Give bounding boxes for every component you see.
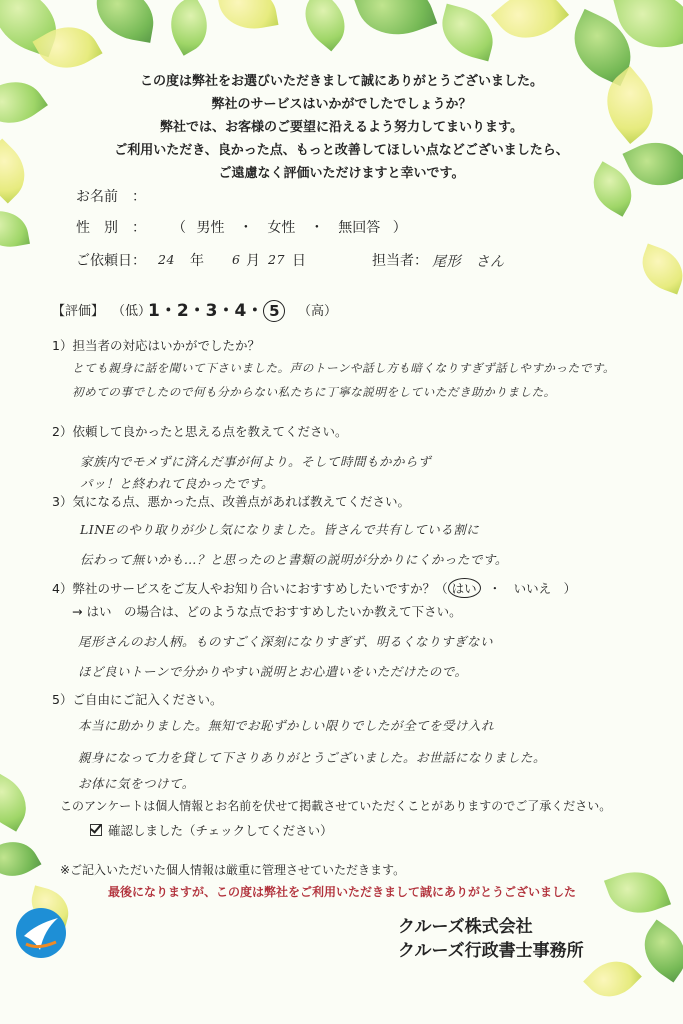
date-day: 27 [268,252,285,267]
name-label: お名前 ： [76,189,146,205]
question-3: 3）気になる点、悪かった点、改善点があれば教えてください。 [52,494,410,509]
recommend-no[interactable]: ・ いいえ ） [488,581,577,596]
staff-value: 尾形 さん [432,254,505,270]
answer-4-line-2: ほど良いトーンで分かりやすい説明とお心遣いをいただけたので。 [78,664,468,679]
answer-5-line-2: 親身になって力を貸して下さりありがとうございました。お世話になりました。 [78,750,547,765]
gender-dot-2: ・ [309,220,324,236]
answer-1-line-2: 初めての事でしたので何も分からない私たちに丁寧な説明をしていただき助かりました。 [72,385,556,399]
date-day-unit: 日 [292,253,306,269]
question-1: 1）担当者の対応はいかがでしたか？ [52,338,260,353]
answer-1-line-1: とても親身に話を聞いて下さいました。声のトーンや話し方も暗くなりすぎず話しやすかったです。 [72,361,616,375]
gender-option-female[interactable]: 女性 [267,220,296,236]
rating-selected[interactable]: 5 [263,300,285,322]
rating-low: （低） [112,304,152,319]
intro-line-1: この度は弊社をお選びいただきまして誠にありがとうございました。 [139,74,543,89]
answer-3-line-1: LINEのやり取りが少し気になりました。皆さんで共有している割に [80,522,480,537]
gender-open: （ [172,220,186,236]
recommend-yes[interactable]: はい [448,578,481,598]
rating-scale-values: 1・2・3・4・ [148,301,264,321]
confirm-row[interactable] [90,821,333,839]
company-name: クルーズ株式会社 [398,917,533,937]
question-4-followup: → はい の場合は、どのような点でおすすめしたいか教えて下さい。 [72,604,462,619]
answer-2-line-2: パッ！と終われて良かったです。 [80,476,275,491]
gender-option-male[interactable]: 男性 [196,220,225,236]
question-4-text: 4）弊社のサービスをご友人やお知り合いにおすすめしたいですか？（ [52,581,448,596]
company-logo [14,906,68,960]
answer-2-line-1: 家族内でモメずに済んだ事が何より。そして時間もかからず [80,454,432,469]
intro-line-2: 弊社のサービスはいかがでしたでしょうか？ [211,97,472,112]
staff-label: 担当者： [372,253,428,269]
publication-notice: このアンケートは個人情報とお名前を伏せて掲載させていただくことがありますのでご了承ください。 [60,799,612,813]
answer-4-line-1: 尾形さんのお人柄。ものすごく深刻になりすぎず、明るくなりすぎない [78,634,494,649]
confirm-checkbox[interactable] [90,824,102,836]
intro-line-4: ご利用いただき、良かった点、もっと改善してほしい点などございましたら、 [114,143,569,158]
question-2: 2）依頼して良かったと思える点を教えてください。 [52,424,348,439]
date-year-unit: 年 [190,253,204,269]
privacy-notice: ※ご記入いただいた個人情報は厳重に管理させていただきます。 [60,863,406,877]
answer-5-line-1: 本当に助かりました。無知でお恥ずかしい限りでしたが全てを受け入れ [78,718,495,733]
question-5: 5）ご自由にご記入ください。 [52,692,223,707]
rating-scale [148,296,285,322]
closing-message: 最後になりますが、この度は弊社をご利用いただきまして誠にありがとうございました [108,885,577,899]
date-month-unit: 月 [246,253,260,269]
confirm-label: 確認しました（チェックしてください） [108,823,333,838]
rating-label: 【評価】 [52,304,105,319]
date-month: 6 [232,252,241,267]
intro-line-5: ご遠慮なく評価いただけますと幸いです。 [218,166,465,181]
rating-high: （高） [298,304,338,319]
date-label: ご依頼日： [76,253,146,269]
answer-5-line-3: お体に気をつけて。 [78,776,195,791]
company-office: クルーズ行政書士事務所 [398,941,584,961]
date-year: 24 [158,252,175,267]
gender-options [172,217,407,237]
answer-3-line-2: 伝わって無いかも…？と思ったのと書類の説明が分かりにくかったです。 [80,552,508,567]
intro-line-3: 弊社では、お客様のご要望に沿えるよう努力してまいります。 [160,120,523,135]
question-4 [52,578,576,598]
gender-option-none[interactable]: 無回答 [338,220,381,236]
gender-label: 性 別 ： [76,220,146,236]
gender-dot-1: ・ [238,220,253,236]
gender-close: ） [392,220,407,236]
